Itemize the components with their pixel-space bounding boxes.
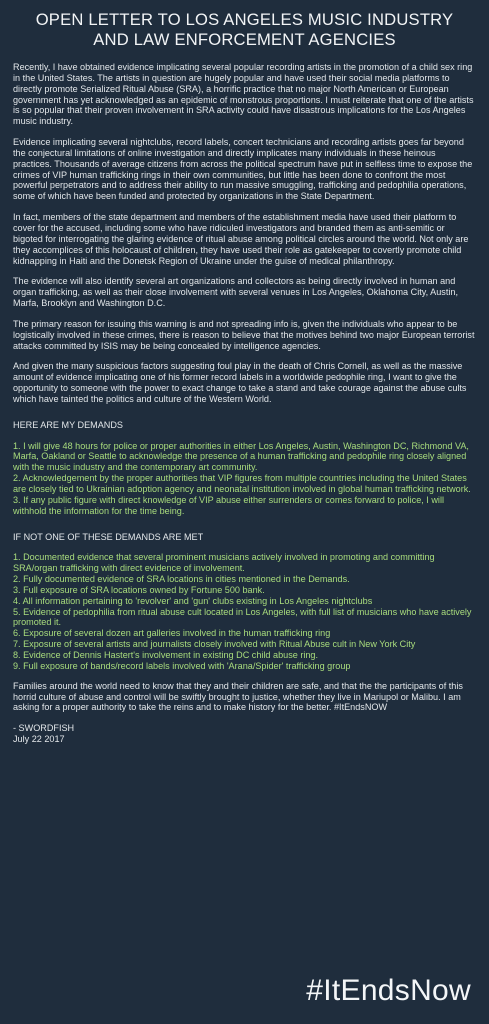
demands-list (13, 441, 476, 517)
paragraph: In fact, members of the state department and members of the establishment media have used their platform to cover for the accused, including some who have ridiculed investigators and branded them as anti-semitic or bigoted for interrogating the glaring evidence of ritual abuse among political circles around the world. Not only are they accomplices of this holocaust of children, they have used their role as gatekeeper to covertly promote child kidnapping in Haiti and the Donetsk Region of Ukraine under the guise of medical philanthropy. (13, 212, 469, 266)
paragraph: The evidence will also identify several art organizations and collectors as being directly involved in human and organ trafficking, as well as their close involvement with several venues in Los Angeles, Oklahoma City, Austin, Marfa, Brooklyn and Washington D.C. (13, 276, 458, 309)
consequence-item: 3. Full exposure of SRA locations owned by Fortune 500 bank. (13, 584, 265, 595)
consequences-list (13, 552, 476, 671)
closing-section (13, 681, 476, 714)
consequence-item: 1. Documented evidence that several prominent musicians actively involved in promoting and committing SRA/organ trafficking with direct evidence of involvement. (13, 552, 435, 574)
demand-item: 3. If any public figure with direct knowledge of VIP abuse either surrenders or comes forward to police, I will withhold the information for the time being. (13, 494, 444, 516)
demand-item: 2. Acknowledgement by the proper authorities that VIP figures from multiple countries including the United States are closely tied to Ukrainian adoption agency and neonatal institution involved in global human trafficking network. (13, 473, 471, 494)
title-line-1: OPEN LETTER TO LOS ANGELES MUSIC INDUSTRY (35, 10, 454, 29)
paragraph: Evidence implicating several nightclubs, record labels, concert technicians and recording artists goes far beyond the conjectural limitations of online investigation and directly implicates many individuals in these heinous practices. Thousands of average citizens from across the political spectrum have put in selfless time to expose the crimes of VIP human trafficking rings in their own communities, but little has been done to confront the most powerful perpetrators and to address their ability to run massive smuggling, trafficking and pedophilia operations, some of which have been funded and protected by organizations in the State Department. (13, 137, 473, 202)
demand-item: 1. I will give 48 hours for police or proper authorities in either Los Angeles, Austin, Washington DC, Richmond VA, Marfa, Oakland or Seattle to acknowledge the presence of a human trafficking and pedophile ring closely aligned with the music industry and the contemporary art community. (13, 440, 469, 473)
hashtag-caption: #ItEndsNow (306, 974, 471, 1007)
consequence-item: 5. Evidence of pedophilia from ritual abuse cult located in Los Angeles, with full list of musicians who have actively promoted it. (13, 606, 472, 628)
letter-title (13, 10, 476, 50)
consequences-heading: IF NOT ONE OF THESE DEMANDS ARE MET (13, 531, 204, 542)
consequence-item: 7. Exposure of several artists and journalists closely involved with Ritual Abuse cult in New York City (13, 639, 416, 650)
consequence-item: 4. All information pertaining to 'revolver' and 'gun' clubs existing in Los Angeles nightclubs (13, 595, 373, 606)
paragraph: The primary reason for issuing this warning is and not spreading info is, given the individuals who appear to be logistically involved in these crimes, there is reason to believe that the motives behind two major European terrorist attacks committed by ISIS may be being concealed by intelligence agencies. (13, 318, 475, 351)
paragraph: Recently, I have obtained evidence implicating several popular recording artists in the promotion of a child sex ring in the United States. The artists in question are hugely popular and have used their social media platforms to directly promote Serialized Ritual Abuse (SRA), a horrific practice that no major North American or European government has yet acknowledged as an epidemic of monstrous proportions. I must reiterate that one of the artists is so popular that their proven involvement in SRA activity could have disastrous implications for the Los Angeles music industry. (13, 62, 474, 127)
title-line-2: AND LAW ENFORCEMENT AGENCIES (93, 30, 396, 49)
consequence-item: 8. Evidence of Dennis Hastert's involvement in existing DC child abuse ring. (13, 649, 319, 660)
closing-paragraph: Families around the world need to know that they and their children are safe, and that the the participants of this horrid culture of abuse and control will be swiftly brought to justice, whether they live in Mariupol or Malibu. I am asking for a proper authority to take the reins and to make history for the better. #ItEndsNOW (13, 680, 463, 713)
paragraph: And given the many suspicious factors suggesting foul play in the death of Chris Cornell, as well as the massive amount of evidence implicating one of his former record labels in a worldwide pedophile ring, I want to give the opportunity to someone with the power to exact change to take a stand and take courage against the abuse cults which have tainted the politics and culture of the Western World. (13, 361, 467, 404)
signature-block (13, 723, 476, 745)
signature-name: - SWORDFISH (13, 723, 75, 734)
letter-body (13, 62, 476, 405)
signature-date: July 22 2017 (13, 734, 65, 745)
consequence-item: 6. Exposure of several dozen art galleries involved in the human trafficking ring (13, 628, 331, 639)
demands-heading: HERE ARE MY DEMANDS (13, 419, 123, 430)
consequence-item: 2. Fully documented evidence of SRA locations in cities mentioned in the Demands. (13, 574, 350, 585)
consequence-item: 9. Full exposure of bands/record labels involved with 'Arana/Spider' trafficking group (13, 660, 351, 671)
